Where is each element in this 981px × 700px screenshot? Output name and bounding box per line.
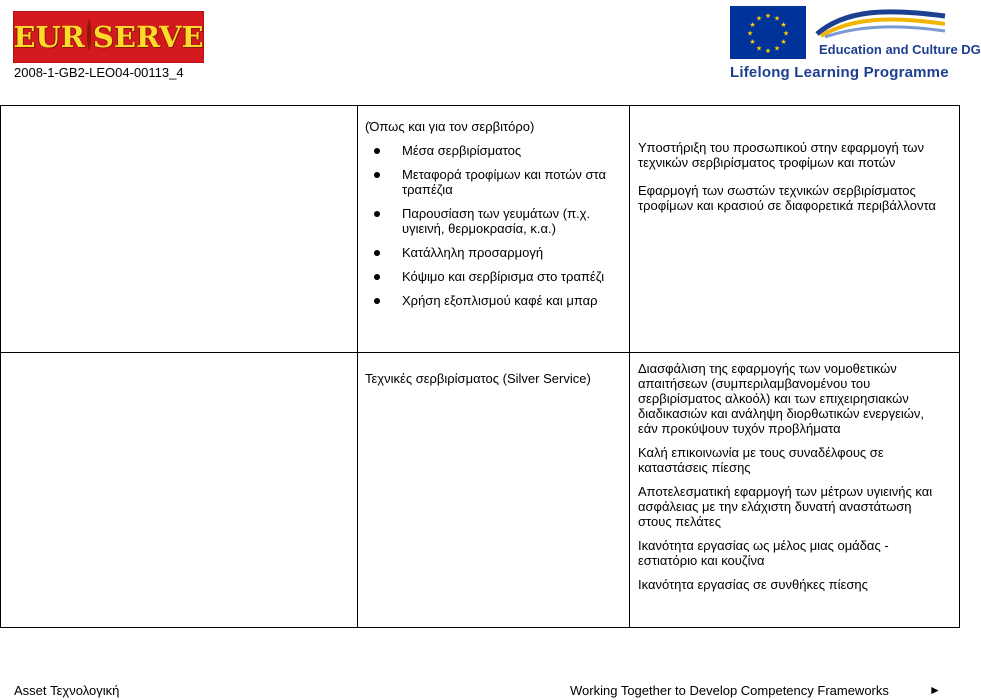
bullet-icon [374,250,380,256]
row2-left-text: Τεχνικές σερβιρίσματος (Silver Service) [365,371,591,386]
row1-right-cell [638,140,938,222]
row2-right-cell [638,361,933,601]
svg-text:★: ★ [755,44,763,53]
svg-text:★: ★ [782,29,790,38]
logo-text-right: SERVE [92,20,204,54]
row1-right-para-2: Εφαρμογή των σωστών τεχνικών σερβιρίσματος τροφίμων και κρασιού σε διαφορετικά περιβάλλοντα [638,183,936,213]
next-arrow-icon[interactable]: ► [929,683,941,697]
list-item: Παρουσίαση των γευμάτων (π.χ. υγιεινή, θερμοκρασία, κ.α.) [365,206,625,236]
footer-company: Asset Τεχνολογική [14,683,120,698]
svg-text:★: ★ [749,21,756,29]
globe-icon [87,20,91,50]
row1-intro: (Όπως και για τον σερβιτόρο) [365,119,535,134]
row1-bullet-list [365,143,625,308]
project-code: 2008-1-GB2-LEO04-00113_4 [14,65,184,80]
programme-label: Lifelong Learning Programme [730,64,949,81]
logo-text-left: EUR [13,20,85,54]
svg-text:★: ★ [773,14,781,23]
row-divider [0,352,960,353]
svg-text:★: ★ [755,14,763,23]
row1-right-para-1: Υποστήριξη του προσωπικού στην εφαρμογή των τεχνικών σερβιρίσματος τροφίμων και ποτών [638,140,924,170]
footer-tagline: Working Together to Develop Competency Frameworks [570,683,889,698]
bullet-icon [374,298,380,304]
list-item: Μεταφορά τροφίμων και ποτών στα τραπέζια [365,167,625,197]
list-item: Κόψιμο και σερβίρισμα στο τραπέζι [365,269,625,284]
bullet-icon [374,211,380,217]
lifelong-learning-swoosh-icon [815,6,947,38]
eu-flag-icon [730,6,806,59]
column-divider-1 [357,106,358,627]
svg-text:★: ★ [764,12,772,20]
bullet-icon [374,274,380,280]
row2-right-para-4: Ικανότητα εργασίας ως μέλος μιας ομάδας - εστιατόριο και κουζίνα [638,538,889,568]
svg-text:★: ★ [780,21,787,29]
list-item: Χρήση εξοπλισμού καφέ και μπαρ [365,293,625,308]
column-divider-2 [629,106,630,627]
row2-right-para-3: Αποτελεσματική εφαρμογή των μέτρων υγιεινής και ασφάλειας με την ελάχιστη δυνατή αναστάτωση στους πελάτες [638,484,933,529]
competency-table [0,105,960,628]
svg-text:★: ★ [749,38,756,46]
row1-middle-cell [365,119,625,317]
row2-right-para-2: Καλή επικοινωνία με τους συναδέλφους σε καταστάσεις πίεσης [638,445,884,475]
svg-text:★: ★ [773,44,781,53]
list-item: Κατάλληλη προσαρμογή [365,245,625,260]
euroserve-logo [13,11,204,63]
bullet-icon [374,148,380,154]
row2-right-para-5: Ικανότητα εργασίας σε συνθήκες πίεσης [638,577,868,592]
dg-label: Education and Culture DG [819,42,981,57]
bullet-icon [374,172,380,178]
list-item: Μέσα σερβιρίσματος [365,143,625,158]
table-border-left [0,106,1,627]
svg-text:★: ★ [780,38,787,46]
row2-middle-cell [365,371,625,395]
svg-text:★: ★ [764,47,772,55]
row2-right-para-1: Διασφάλιση της εφαρμογής των νομοθετικών απαιτήσεων (συμπεριλαμβανομένου του σερβιρίσματος αλκοόλ) και των επιχειρησιακών διαδικασιών και ανάληψη διορθωτικών ενεργειών, εάν προκύψουν τυχόν προβλήματα [638,361,925,436]
svg-text:★: ★ [746,29,754,38]
table-border-right [959,106,960,627]
